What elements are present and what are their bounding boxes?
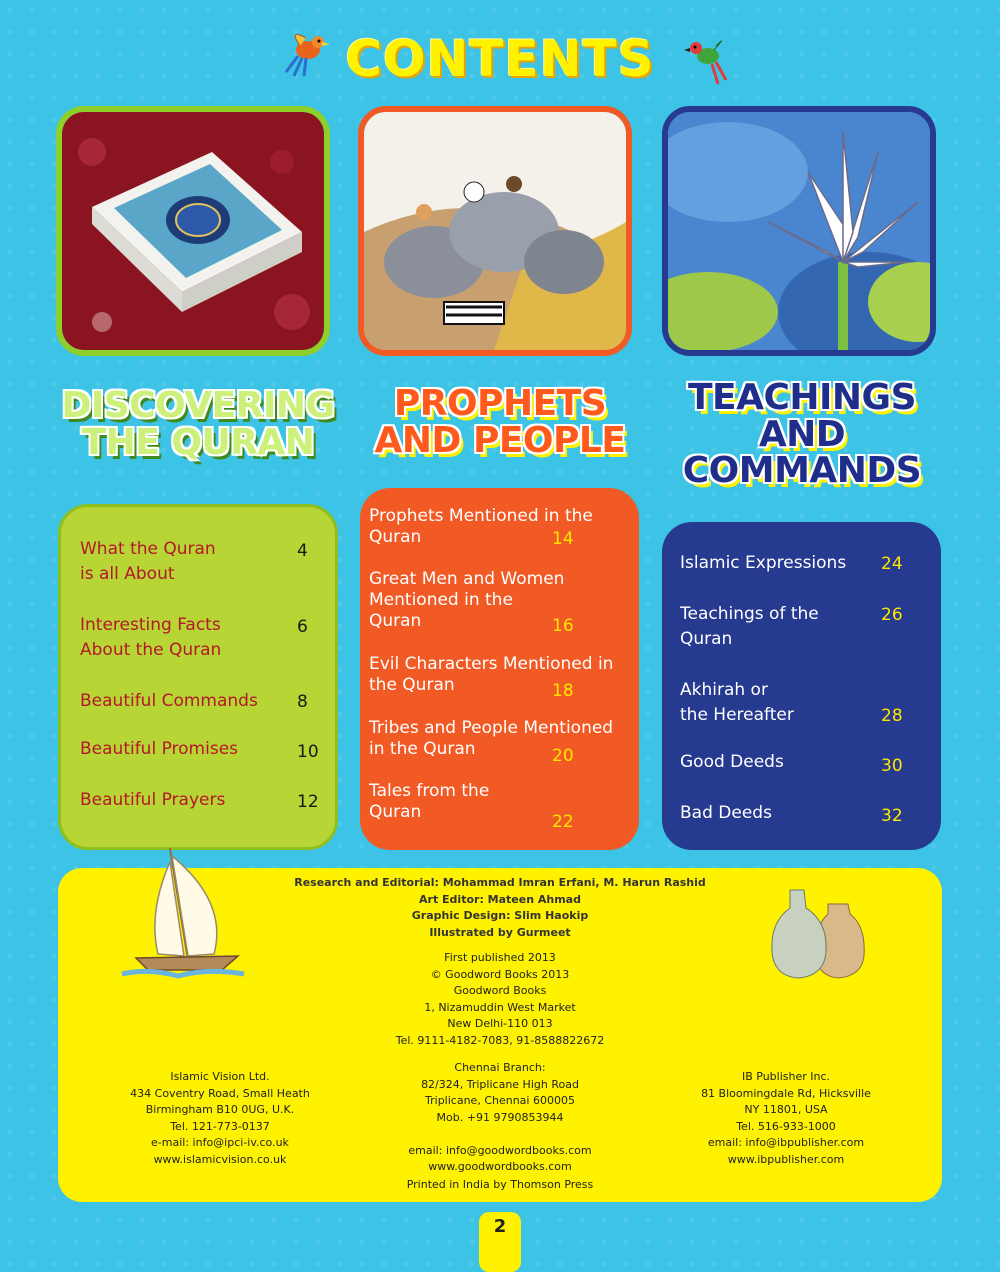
address-line: www.islamicvision.co.uk bbox=[153, 1152, 287, 1166]
address-line: IB Publisher Inc. bbox=[741, 1070, 831, 1083]
section-title-line: THE QURAN bbox=[81, 421, 315, 463]
address-line: e-mail: info@ipci-iv.co.uk bbox=[151, 1136, 289, 1149]
toc-item-label: Tales from the bbox=[369, 781, 490, 801]
address-line: Mob. +91 9790853944 bbox=[436, 1110, 564, 1124]
toc-item[interactable] bbox=[680, 551, 846, 576]
publisher-line: Goodword Books bbox=[453, 984, 547, 997]
address-line: www.ibpublisher.com bbox=[727, 1152, 845, 1166]
toc-item-label: in the Quran bbox=[369, 739, 476, 759]
publisher-line: New Delhi-110 013 bbox=[447, 1017, 553, 1030]
toc-item-label: Tribes and People Mentioned bbox=[369, 718, 614, 738]
toc-item-label: Quran bbox=[369, 802, 422, 822]
publisher-line: Tel. 9111-4182-7083, 91-8588822672 bbox=[395, 1033, 605, 1047]
section-title-prophets bbox=[362, 383, 638, 461]
address-line: 81 Bloomingdale Rd, Hicksville bbox=[701, 1086, 871, 1100]
toc-item-label: Teachings of the bbox=[680, 604, 819, 624]
toc-item-label: What the Quran bbox=[80, 539, 216, 559]
toc-item-label: Beautiful Promises bbox=[80, 739, 239, 759]
address-line: www.goodwordbooks.com bbox=[428, 1160, 572, 1173]
page-title: CONTENTS bbox=[345, 30, 655, 88]
publisher-line: © Goodword Books 2013 bbox=[430, 967, 570, 981]
toc-item-label: About the Quran bbox=[80, 640, 222, 660]
toc-item[interactable] bbox=[369, 654, 613, 696]
toc-panel-discovering bbox=[58, 504, 338, 850]
toc-page-number: 14 bbox=[552, 529, 574, 549]
address-line: NY 11801, USA bbox=[744, 1103, 828, 1116]
address-line: email: info@goodwordbooks.com bbox=[408, 1143, 592, 1157]
address-line: Tel. 121-773-0137 bbox=[170, 1119, 270, 1133]
section-title-line: COMMANDS bbox=[682, 450, 922, 492]
toc-item-label: Great Men and Women bbox=[369, 569, 565, 589]
toc-page-number: 6 bbox=[297, 617, 308, 637]
toc-item[interactable] bbox=[80, 537, 216, 587]
section-title-line: PROPHETS bbox=[393, 383, 607, 424]
toc-item[interactable] bbox=[369, 718, 613, 760]
section-title-discovering bbox=[60, 385, 336, 463]
toc-item[interactable] bbox=[369, 569, 564, 632]
publisher-block bbox=[300, 950, 700, 1049]
toc-item-label: Quran bbox=[680, 629, 733, 649]
toc-item[interactable] bbox=[680, 678, 794, 728]
publisher-line: 1, Nizamuddin West Market bbox=[424, 1000, 576, 1014]
toc-item-label: Evil Characters Mentioned in bbox=[369, 654, 614, 674]
address-line: Chennai Branch: bbox=[454, 1061, 546, 1074]
toc-item-label: Quran bbox=[369, 611, 422, 631]
page-number: 2 bbox=[479, 1212, 521, 1272]
toc-item-label: Good Deeds bbox=[680, 752, 784, 772]
section-title-line: DISCOVERING bbox=[61, 385, 335, 426]
address-line: 434 Coventry Road, Small Heath bbox=[130, 1086, 310, 1100]
toc-page-number: 30 bbox=[881, 756, 903, 776]
toc-page-number: 22 bbox=[552, 812, 574, 832]
toc-item-label: Beautiful Prayers bbox=[80, 790, 226, 810]
toc-item[interactable] bbox=[680, 750, 784, 775]
sailboat-illustration bbox=[118, 842, 248, 982]
address-line: Tel. 516-933-1000 bbox=[736, 1119, 836, 1133]
address-line: Triplicane, Chennai 600005 bbox=[425, 1094, 575, 1107]
bird-illustration-left bbox=[278, 20, 338, 80]
toc-item-label: Interesting Facts bbox=[80, 615, 221, 635]
toc-page-number: 12 bbox=[297, 792, 319, 812]
toc-page-number: 16 bbox=[552, 616, 574, 636]
bird-illustration-right bbox=[680, 28, 740, 88]
address-spacer bbox=[380, 1126, 620, 1143]
credit-line: Art Editor: Mateen Ahmad bbox=[419, 892, 581, 906]
address-usa bbox=[666, 1069, 906, 1168]
address-uk bbox=[100, 1069, 340, 1168]
section-title-line: TEACHINGS bbox=[687, 377, 917, 418]
toc-item-label: the Hereafter bbox=[680, 705, 794, 725]
toc-item-label: Quran bbox=[369, 527, 422, 547]
toc-page-number: 20 bbox=[552, 746, 574, 766]
credit-line: Illustrated by Gurmeet bbox=[429, 925, 571, 939]
toc-item[interactable] bbox=[80, 613, 221, 663]
toc-page-number: 10 bbox=[297, 742, 319, 762]
toc-page-number: 4 bbox=[297, 541, 308, 561]
toc-item[interactable] bbox=[80, 788, 225, 813]
toc-item[interactable] bbox=[369, 781, 489, 823]
toc-panel-teachings bbox=[662, 522, 941, 850]
pottery-jars-illustration bbox=[768, 886, 868, 982]
toc-item-label: Islamic Expressions bbox=[680, 553, 847, 573]
toc-item[interactable] bbox=[80, 737, 238, 762]
credits-block bbox=[260, 875, 740, 941]
water-lily-illustration bbox=[662, 106, 936, 356]
section-title-teachings bbox=[664, 377, 940, 492]
address-line: 82/324, Triplicane High Road bbox=[421, 1077, 579, 1091]
credit-line: Research and Editorial: Mohammad Imran Erfani, M. Harun Rashid bbox=[294, 876, 706, 889]
toc-page-number: 26 bbox=[881, 605, 903, 625]
credit-line: Graphic Design: Slim Haokip bbox=[411, 909, 589, 922]
toc-item[interactable] bbox=[80, 689, 258, 714]
toc-item-label: Bad Deeds bbox=[680, 803, 772, 823]
toc-item[interactable] bbox=[680, 801, 772, 826]
noahs-ark-illustration bbox=[358, 106, 632, 356]
toc-page-number: 8 bbox=[297, 692, 308, 712]
section-title-line: AND PEOPLE bbox=[374, 419, 626, 461]
address-line: email: info@ibpublisher.com bbox=[707, 1136, 865, 1149]
toc-item-label: Akhirah or bbox=[680, 680, 768, 700]
toc-item-label: the Quran bbox=[369, 675, 455, 695]
address-line: Islamic Vision Ltd. bbox=[170, 1070, 270, 1083]
section-title-line: AND bbox=[758, 413, 846, 455]
address-chennai bbox=[380, 1060, 620, 1176]
publisher-line: First published 2013 bbox=[444, 951, 556, 964]
toc-page-number: 24 bbox=[881, 554, 903, 574]
toc-page-number: 28 bbox=[881, 706, 903, 726]
toc-item-label: is all About bbox=[80, 564, 175, 584]
toc-item[interactable] bbox=[680, 602, 819, 652]
printed-note: Printed in India by Thomson Press bbox=[406, 1178, 594, 1191]
toc-page-number: 18 bbox=[552, 681, 574, 701]
toc-item-label: Beautiful Commands bbox=[80, 691, 258, 711]
quran-book-photo bbox=[56, 106, 330, 356]
toc-page-number: 32 bbox=[881, 806, 903, 826]
toc-item-label: Prophets Mentioned in the bbox=[369, 506, 593, 526]
address-line: Birmingham B10 0UG, U.K. bbox=[145, 1103, 295, 1116]
toc-item-label: Mentioned in the bbox=[369, 590, 513, 610]
toc-panel-prophets bbox=[360, 488, 639, 850]
